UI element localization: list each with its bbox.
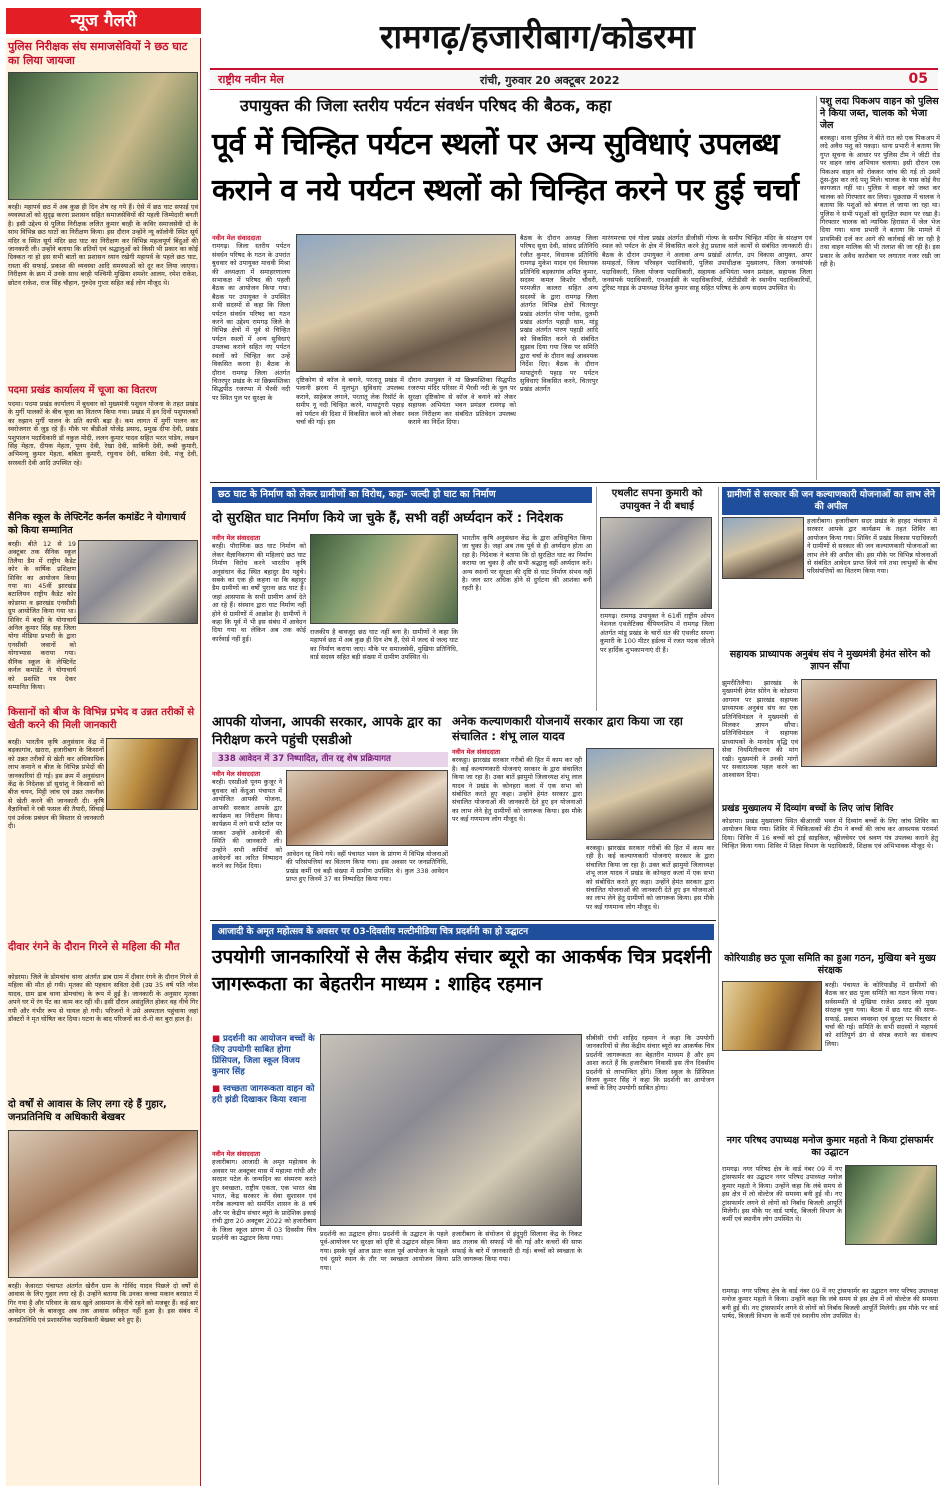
left-headline-6: दो वर्षों से आवास के लिए लगा रहे हैं गुहार, जनप्रतिनिधि व अधिकारी बेखबर	[8, 1099, 167, 1123]
right-column	[718, 487, 940, 1485]
left-headline-4: किसानों को बीज के विभिन्न प्रभेद व उन्नत तरीकों से खेती करने की मिली जानकारी	[8, 707, 195, 731]
sapna-headline: एथलीट सपना कुमारी को उपायुक्त ने दी बधाई	[611, 488, 703, 512]
transformer-body-more: रामगढ़। नगर परिषद क्षेत्र के वार्ड नंबर 09 में नए ट्रांसफार्मर का उद्घाटन नगर परिषद उपाध्यक्ष मनोज कुमार महतो ने किया। उन्होंने कहा कि लंबे समय से इस क्षेत्र में लो वोल्टेज की समस्या बनी हुई थी। नए ट्रांसफार्मर लगने से लोगों को निर्बाध बिजली आपूर्ति मिलेगी। इस मौके पर वार्ड पार्षद, बिजली विभाग के कर्मी एवं स्थानीय लोग उपस्थित थे।	[722, 1287, 938, 1321]
exhibition-body-1	[212, 1150, 316, 1484]
left-headline-2: पदमा प्रखंड कार्यालय में चूजा का वितरण	[8, 385, 157, 396]
news-photo	[8, 1130, 198, 1278]
professor-photo	[801, 679, 937, 767]
byline: नवीन मेल संवाददाता	[212, 234, 261, 242]
right-top-story	[816, 96, 940, 480]
left-column	[6, 38, 201, 1486]
lead-kicker: उपायुक्त की जिला स्तरीय पर्यटन संवर्धन परिषद की बैठक, कहा	[240, 96, 612, 115]
puja-body: बरही। पंचायत के कोरियाडीह में ग्रामीणों की बैठक कर छठ पूजा समिति का गठन किया गया। सर्वसम्मति से मुखिया राजेश प्रसाद को मुख्य संरक्षक चुना गया। बैठक में छठ घाट की साफ-सफाई, प्रकाश व्यवस्था एवं सुरक्षा पर विस्तार से चर्चा की गई। समिति के सभी सदस्यों ने महापर्व को शांतिपूर्ण ढंग से संपन्न कराने का संकल्प लिया।	[825, 981, 937, 1048]
byline: नवीन मेल संवाददाता	[452, 748, 501, 756]
shambhu-body-2: बरकट्ठा। झारखंड सरकार गरीबों की हित में काम कर रही है। कई कल्याणकारी योजनाएं सरकार के द्वारा संचालित किया जा रहा है। उक्त बातें झामुमो जिलाध्यक्ष शंभू लाल यादव ने प्रखंड के कोनहरा कलां में एक सभा को संबोधित करते हुए कहा। उन्होंने हेमंत सरकार द्वारा संचालित योजनाओं की जानकारी देते हुए इन योजनाओं का लाभ लेने हेतु ग्रामीणों को जागरूक किया। इस मौके पर कई गणमान्य लोग मौजूद थे।	[586, 844, 714, 911]
sapna-body: रामगढ़। रामगढ़ उपायुक्त ने 61वीं राष्ट्रीय ओपन नेशनल एथलेटिक्स चैंपियनशिप में रामगढ़ जिला अंतर्गत मांडू प्रखंड के चारों धंत की एथलीट सपना कुमारी के 100 मीटर हर्डल्स में रजत पदक जीतने पर हार्दिक शुभकामनाएं दी हैं।	[600, 612, 714, 654]
paper-name: राष्ट्रीय नवीन मेल	[218, 73, 284, 86]
bullet-item	[212, 1034, 316, 1078]
news-photo	[78, 540, 198, 624]
professor-body: झुमरीतिलैया। झारखंड के मुख्यमंत्री हेमंत सोरेन के कोडरमा आगमन पर झारखंड सहायक प्राध्यापक अनुबंध संघ का एक प्रतिनिधिमंडल ने मुख्यमंत्री से मिलकर ज्ञापन सौंपा। प्रतिनिधिमंडल ने सहायक प्राध्यापकों के मानदेय वृद्धि एवं सेवा नियमितीकरण की मांग रखी। मुख्यमंत्री ने उनकी मांगों पर सकारात्मक पहल करने का आश्वासन दिया।	[722, 679, 798, 780]
meeting-photo	[296, 234, 516, 372]
divider	[210, 920, 716, 921]
adm-body-2: आवेदन रद्द किये गये। वहीं पंचायत भवन के प्रांगण में विभिन्न योजनाओं की परिसंपत्तियां का वितरण किया गया। इस अवसर पर जनप्रतिनिधि, प्रखंड कर्मी एवं बड़ी संख्या में ग्रामीण उपस्थित थे। कुल 338 आवेदन प्राप्त हुए जिनमें 37 का निष्पादित किया गया।	[286, 850, 448, 884]
left-body-4: बरही। भारतीय कृषि अनुसंधान केंद्र में बड़कागांव, खरारा, हजारीबाग के किसानों को उन्नत तरीकों से खेती कर अधिकाधिक लाभ कमाने व बीज के विभिन्न प्रभेदों की जानकारियां दी गई। इस क्रम में अनुसंधान केंद्र के निदेशक डॉ सुधांशु ने किसानों को बीज चयन, मिट्टी जांच एवं उन्नत तकनीक से खेती करने की जानकारी दी। कृषि वैज्ञानिकों ने रबी फसल की तैयारी, सिंचाई एवं उर्वरक प्रबंधन की विस्तार से जानकारी दी।	[8, 738, 104, 831]
chhath-body-2: राजकीय है बावजूद छठ घाट नहीं बना है। ग्रामीणों ने कहा कि महापर्व छठ में अब कुछ ही दिन शेष हैं, ऐसे में जल्द से जल्द घाट का निर्माण कराया जाए। मौके पर समाजसेवी, मुखिया प्रतिनिधि, वार्ड सदस्य सहित बड़ी संख्या में ग्रामीण उपस्थित थे।	[310, 628, 458, 662]
chhath-banner: छठ घाट के निर्माण को लेकर ग्रामीणों का विरोध, कहा- जल्दी हो घाट का निर्माण	[212, 487, 592, 503]
camp-body: कोडरमा। प्रखंड मुख्यालय स्थित बीआरसी भवन में दिव्यांग बच्चों के लिए जांच शिविर का आयोजन किया गया। शिविर में चिकित्सकों की टीम ने बच्चों की जांच कर आवश्यक परामर्श दिया। शिविर में 16 बच्चों को ट्राई साइकिल, व्हीलचेयर एवं श्रवण यंत्र उपलब्ध कराने हेतु चिन्हित किया गया। शिविर में शिक्षा विभाग के पदाधिकारी, शिक्षक एवं अभिभावक मौजूद थे।	[722, 817, 938, 851]
puja-photo	[722, 981, 822, 1051]
welfare-photo	[722, 517, 804, 579]
shambhu-photo	[586, 748, 714, 840]
left-headline-5: दीवार रंगने के दौरान गिरने से महिला की मौत	[8, 941, 180, 953]
bullet-text: प्रदर्शनी का आयोजन बच्चों के लिए उपयोगी साबित होगा प्रिंसिपल, जिला स्कूल विजय कुमार सिंह	[212, 1034, 315, 1077]
bullet-icon: ■	[212, 1034, 223, 1044]
chhath-text-1: बरही। पौराणिक छठ घाट निर्माण को लेकर वैज्ञानिकगण की महिलाएं छठ घाट निर्माण विरोध करने भारतीय कृषि अनुसंधान केंद्र स्थित बहादुर डैम पहुंचे। सबके का एक ही कहना था कि बहादुर डैम ग्रामीणों का वर्षों पुराना छठ घाट है। जहां आसपास के सभी ग्रामीण अर्घ्य देते आ रहे हैं। संस्थान द्वारा घाट निर्माण नहीं होने से ग्रामीणों में आक्रोश है। ग्रामीणों ने कहा कि पूर्व में भी इस संबंध में आवेदन दिया गया था लेकिन अब तक कोई कार्रवाई नहीं हुई।	[212, 542, 306, 643]
byline: नवीन मेल संवाददाता	[212, 534, 261, 542]
chhath-body-3: भारतीय कृषि अनुसंधान केंद्र के द्वारा अधिसूचित किया जा चुका है। जहां अब तक पूर्व से ही अर्घ्यदान होता आ रहा है। निदेशक ने बताया कि दो सुरक्षित घाट का निर्माण कराया जा चुका है और सभी श्रद्धालु वहीं अर्घ्यदान करें। अन्य स्थानों पर सुरक्षा की दृष्टि से घाट निर्माण संभव नहीं है। जल स्तर अधिक होने से दुर्घटना की आशंका बनी रहती है।	[462, 534, 592, 593]
ghat-photo	[310, 534, 458, 624]
adm-subhead: 338 आवेदन में 37 निष्पादित, तीन रद्द शेष प्रक्रियागत	[212, 752, 448, 767]
left-headline-1: पुलिस निरीक्षक संघ समाजसेवियों ने छठ घाट का लिया जायजा	[8, 40, 188, 67]
shambhu-body	[452, 748, 582, 918]
byline: नवीन मेल संवाददाता	[212, 770, 261, 778]
lead-headline: पूर्व में चिन्हित पर्यटन स्थलों पर अन्य सुविधाएं उपलब्ध कराने व नये पर्यटन स्थलों को चिन्हित करने पर हुई चर्चा	[212, 127, 799, 208]
exhibition-body-3: हजारीबाग के संयोजन से इंदुपुरी सिलाना केंद्र के निकट छठ तालाब की सफाई भी की गई और कचरों की साफ सफाई के बारे में जानकारी दी गई। बच्चों को स्वच्छता के प्रति जागरूक किया गया।	[452, 1230, 582, 1264]
transformer-photo	[845, 1165, 937, 1245]
sapna-story	[596, 487, 714, 711]
welfare-headline: ग्रामीणों से सरकार की जन कल्याणकारी योजनाओं का लाभ लेने की अपील	[722, 487, 940, 515]
left-body-6: बरही। केवारटा पंचायत अंतर्गत खेरौन ग्राम के गोविंद यादव पिछले दो वर्षों से आवास के लिए गुहार लगा रहे हैं। उन्होंने बताया कि उनका कच्चा मकान बरसात में गिर गया है और परिवार के साथ खुले आसमान के नीचे रहने को मजबूर हैं। कई बार आवेदन देने के बावजूद अब तक आवास स्वीकृत नहीं हुआ है। इस संबंध में जनप्रतिनिधि एवं प्रशासनिक पदाधिकारी बेखबर बने हुए हैं।	[8, 1282, 198, 1324]
right-top-headline: पशु लदा पिकअप वाहन को पुलिस ने किया जब्त, चालक को भेजा जेल	[820, 96, 939, 131]
left-headline-3: सैनिक स्कूल के लेफ्टिनेंट कर्नल कमांडेंट ने योगाचार्य को किया सम्मानित	[8, 512, 186, 536]
athlete-photo	[600, 517, 712, 609]
camp-headline: प्रखंड मुख्यालय में दिव्यांग बच्चों के लिए जांच शिविर	[722, 804, 894, 814]
transformer-body: रामगढ़। नगर परिषद क्षेत्र के वार्ड नंबर 09 में नए ट्रांसफार्मर का उद्घाटन नगर परिषद उपाध्यक्ष मनोज कुमार महतो ने किया। उन्होंने कहा कि लंबे समय से इस क्षेत्र में लो वोल्टेज की समस्या बनी हुई थी। नए ट्रांसफार्मर लगने से लोगों को निर्बाध बिजली आपूर्ति मिलेगी। इस मौके पर वार्ड पार्षद, बिजली विभाग के कर्मी एवं स्थानीय लोग उपस्थित थे।	[722, 1165, 842, 1224]
page-number: 05	[908, 71, 928, 87]
bullet-item	[212, 1084, 316, 1106]
left-body-2: पदमा। पदमा प्रखंड कार्यालय में बुधवार को मुख्यमंत्री पशुधन योजना के तहत प्रखंड के मुर्गी पालकों के बीच चूजा का वितरण किया गया। प्रखंड में इन दिनों पशुपालकों का रुझान मुर्गी पालन के प्रति काफी बढ़ा है। कम लागत में मुर्गी पालन कर स्वरोजगार से जुड़ रहे हैं। मौके पर बीडीओ योजेंद्र प्रसाद, प्रमुख दीपा देवी, प्रखंड पशुपालन पदाधिकारी डॉ नकुल मोदी, ललन कुमार यादव सहित भरत पांडेय, लखन सिंह मेहता, दीपक मेहता, पूनम देवी, रेखा देवी, साबिनी देवी, रूबी कुमारी, अभिमन्यु कुमार मेहता, बबिता कुमारी, रघुनाथ देवी, सबिता देवी, मंजू देवी, सरस्वती देवी आदि उपस्थित रहे।	[8, 400, 198, 467]
lead-body-4: बैठक के दौरान अध्यक्ष जिला परिषद सुधा देवी, सांसद प्रतिनिधि रंजीत कुमार, विधायक प्रतिनिधि रामगढ़ मुकेश यादव एवं विधायक प्रतिनिधि बड़कागांव अमित कुमार, सदस्य कमल किशोर चौधरी, परमजीत कालरा सहित अन्य सदस्यों के द्वारा रामगढ़ जिला अंतर्गत विभिन्न क्षेत्रों चितरपुर प्रखंड अंतर्गत पोना परोस, दुलमी प्रखंड अंतर्गत पहाड़ी धाम, मांडू प्रखंड अंतर्गत पारण पहाड़ी आदि को विकसित करने से संबंधित सुझाव दिया गया जिस पर समिति द्वारा चर्चा के दौरान कई आवश्यक निर्देश दिए। बैठक के दौरान मायाटुंगरी पहाड़ पर पर्यटन सुविधाएं विकसित करने, चितरपुर प्रखंड अंतर्गत	[520, 234, 598, 394]
lead-body-5: मारंगमरचा एवं गोला प्रखंड अंतर्गत डीजीसी गोल्फ के समीप चिन्हित मंदिर के संरक्षण एवं स्थल को पर्यटन के क्षेत्र में विकसित करने हेतु प्रस्ताव वाले कार्यों से संबंधित जानकारी दी। बैठक के दौरान उपायुक्त ने अलावा अन्य प्रखंडों अंतर्गत, उप विकास आयुक्त, अपर समाहर्ता, जिला परिवहन पदाधिकारी, पुलिस उपाधीक्षक मुख्यालय, जिला जनसंपर्क पदाधिकारी, जिला योजना पदाधिकारी, सहायक अभियंता भवन प्रमंडल, सहायक जिला जनसंपर्क पदाधिकारी, एनआईसी के पदाधिकारियों, जेटीडीसी के स्थानीय पदाधिकारियों, टूरिस्ट गाइड के उपाध्यक्ष दिनेश कुमार साहू सहित परिषद के अन्य सदस्य उपस्थित थे।	[602, 234, 812, 293]
section-label: न्यूज गैलरी	[6, 8, 201, 34]
exhibition-photo	[320, 1034, 582, 1226]
chhath-body-1	[212, 534, 306, 710]
exhibition-text-1: हजारीबाग। आजादी के अमृत महोत्सव के अवसर पर अक्टूबर मास में महात्मा गांधी और सरदार पटेल के जन्मदिन का संस्मरण करते हुए स्वच्छता, राष्ट्रीय एकता, एक भारत श्रेष्ठ भारत, केंद्र सरकार के सेवा सुशासन एवं गरीब कल्याण को समर्पित शासन के 8 वर्ष और पर केंद्रीय संचार ब्यूरो के प्रादेशिक इकाई रांची द्वारा 20 अक्टूबर 2022 को हजारीबाग के जिला स्कूल प्रांगण में 03 दिवसीय चित्र प्रदर्शनी का उद्घाटन किया गया।	[212, 1158, 316, 1243]
header-bar	[210, 68, 938, 90]
puja-headline: कोरियाडीह छठ पूजा समिति का हुआ गठन, मुखिया बने मुख्य संरक्षक	[724, 953, 936, 976]
exhibition-headline: उपयोगी जानकारियों से लैस केंद्रीय संचार ब्यूरो का आकर्षक चित्र प्रदर्शनी जागरूकता का बेहतरीन माध्यम : शाहिद रहमान	[212, 946, 712, 995]
adm-photo	[286, 770, 448, 846]
left-body-5: कोडरमा। जिले के डोमचांच थाना अंतर्गत ढाब ग्राम में दीवार रंगने के दौरान गिरने से महिला की मौत हो गयी। मृतका की पहचान सविता देवी (उम्र 35 वर्ष पति नरेश यादव, ग्राम ढाब थाना डोमचांच) के रूप में हुई है। जानकारी के अनुसार मृतका अपने घर में रंग पेंट का काम कर रही थी। इसी दौरान असंतुलित होकर वह नीचे गिर गयी और गंभीर रूप से घायल हो गयी। परिजनों ने उसे अस्पताल पहुंचाया जहां डॉक्टरों ने मृत घोषित कर दिया। घटना के बाद परिजनों का रो-रो कर बुरा हाल है।	[8, 973, 198, 1024]
news-photo	[8, 72, 198, 200]
exhibition-banner: आजादी के अमृत महोत्सव के अवसर पर 03-दिवसीय मल्टीमीडिया चित्र प्रदर्शनी का हो उद्घाटन	[212, 924, 714, 940]
bullet-icon: ■	[212, 1084, 223, 1094]
left-body-1: बरही। महापर्व छठ में अब कुछ ही दिन शेष रह गये हैं। ऐसे में छठ घाट सफाई एवं व्यवस्थाओं को सुदृढ़ करना प्रशासन सहित समाजसेवियों की पहली जिम्मेदारी बनती है। इसी उद्देश्य से पुलिस निरीक्षक ललित कुमार बरही के कविर समाजसेवी दो के साथ विभिन्न छठ घाटों का निरीक्षण किया। इस दौरान उन्होंने न्यू कॉलोनी स्थित सूर्य मंदिर व स्थित सूर्य मंदिर छठ घाट का निरीक्षण कर विभिन्न महत्वपूर्ण बिंदुओं की जानकारी ली। उन्होंने बताया कि व्रतियों एवं श्रद्धालुओं को किसी भी प्रकार का कोई दिक्कत ना हो इस सभी बातों का प्रशासन ध्यान रखेगी महापर्व के पहले छठ घाट, रास्ता की सफाई, प्रकाश की व्यवस्था आदि समस्याओं को दूर कर लिया जाएगा। निरीक्षण के क्रम में उनके साथ बरही पश्चिमी मुखिया शमशेर आलम, रमेश राकेश, छोटन राकेश, राज सिंह चौहान, गुरुदेव गुप्ता सहित कई लोग मौजूद थे।	[8, 203, 198, 287]
edition-title: रामगढ़/हजारीबाग/कोडरमा	[380, 17, 695, 56]
lead-body-3: दौरान उपायुक्त ने मां छिन्नमस्तिका सिद्धपीठ रजरप्पा मंदिर परिसर में भैरवी नदी के पुल पर सुरक्षा दृष्टिकोण से कॉज वे बनाने को लेकर सहायक अभियंता भवन प्रमंडल रामगढ़ को स्थल निरीक्षण कर संबंधित प्रतिवेदन उपलब्ध कराने का निर्देश दिया।	[408, 376, 516, 427]
professor-headline: सहायक प्राध्यापक अनुबंध संघ ने मुख्यमंत्री हेमंत सोरेन को ज्ञापन सौंपा	[729, 649, 931, 672]
chhath-headline: दो सुरक्षित घाट निर्माण किये जा चुके हैं, सभी वहीं अर्घ्यदान करें : निदेशक	[212, 511, 563, 526]
exhibition-body-2: प्रदर्शनी का उद्घाटन होगा। प्रदर्शनी के उद्घाटन के पहले पूर्व-आयोजन पर सुरक्षा को दृष्टि से उद्घाटन सोहम किया गया। इसके पूर्व आज प्रातः काल पूर्व आयोजन के पहले एवं दूसरे स्थान के तौर पर स्वच्छता आयोजन किया गया।	[320, 1230, 448, 1272]
byline: नवीन मेल संवाददाता	[212, 1150, 261, 1158]
news-photo	[106, 738, 198, 810]
adm-body-1	[212, 770, 282, 918]
lead-body-1	[212, 234, 290, 479]
welfare-body: हजारीबाग। हजारीबाग सदर प्रखंड के हरहद पंचायत में सरकार आपके द्वार कार्यक्रम के तहत शिविर का आयोजन किया गया। शिविर में प्रखंड विकास पदाधिकारी ने ग्रामीणों से सरकार की जन कल्याणकारी योजनाओं का लाभ लेने की अपील की। इस मौके पर विभिन्न योजनाओं से संबंधित आवेदन प्राप्त किये गये तथा लाभुकों के बीच परिसंपत्तियों का वितरण किया गया।	[807, 517, 937, 576]
transformer-headline: नगर परिषद उपाध्यक्ष मनोज कुमार महतो ने किया ट्रांसफार्मर का उद्घाटन	[726, 1135, 934, 1158]
adm-text-1: बरही। एसडीओ पूनम कुजूर ने बुधवार को केंदुआ पंचायत में आयोजित आपकी योजना, आपकी सरकार आपके द्वार कार्यक्रम का निरीक्षण किया। कार्यक्रम में लगे सभी स्टॉल पर जाकर उन्होंने आवेदनों की स्थिति की जानकारी ली। उन्होंने सभी कर्मियों को आवेदनों का त्वरित निष्पादन करने का निर्देश दिया।	[212, 778, 282, 871]
right-top-body: बरकट्ठा। थाना पुलिस ने बीते रात को एक पिकअप में लदे अवैध पशु को पकड़ा। थाना प्रभारी ने बताया कि गुप्त सूचना के आधार पर पुलिस टीम ने जीटी रोड पर वाहन जांच अभियान चलाया। इसी दौरान एक पिकअप वाहन को रोककर जांच की गई तो उसमें ठूंस-ठूंस कर लदे पशु मिले। चालक के पास कोई वैध कागजात नहीं था। पुलिस ने वाहन को जब्त कर चालक को गिरफ्तार कर लिया। पूछताछ में चालक ने बताया कि पशुओं को बंगाल ले जाया जा रहा था। पुलिस ने सभी पशुओं को सुरक्षित स्थान पर रखा है। गिरफ्तार चालक को न्यायिक हिरासत में जेल भेज दिया गया। थाना प्रभारी ने बताया कि मामले में प्राथमिकी दर्ज कर आगे की कार्रवाई की जा रही है तथा वाहन मालिक की भी तलाश की जा रही है। इस प्रकार के अवैध कारोबार पर लगातार नजर रखी जा रही है।	[820, 134, 940, 269]
exhibition-bullets	[212, 1034, 316, 1146]
shambhu-headline: अनेक कल्याणकारी योजनायें सरकार द्वारा किया जा रहा संचालित : शंभू लाल यादव	[452, 714, 683, 743]
dateline: रांची, गुरुवार 20 अक्टूबर 2022	[480, 74, 620, 87]
shambhu-text: बरकट्ठा। झारखंड सरकार गरीबों की हित में काम कर रही है। कई कल्याणकारी योजनाएं सरकार के द्वारा संचालित किया जा रहा है। उक्त बातें झामुमो जिलाध्यक्ष शंभू लाल यादव ने प्रखंड के कोनहरा कलां में एक सभा को संबोधित करते हुए कहा। उन्होंने हेमंत सरकार द्वारा संचालित योजनाओं की जानकारी देते हुए इन योजनाओं का लाभ लेने हेतु ग्रामीणों को जागरूक किया। इस मौके पर कई गणमान्य लोग मौजूद थे।	[452, 756, 582, 824]
left-body-3b	[8, 626, 198, 682]
exhibition-body-4: सीबीसी रांची शाहिद रहमान ने कहा कि उपयोगी जानकारियों से लैस केंद्रीय संचार ब्यूरो का आकर्षक चित्र प्रदर्शनी जागरूकता का बेहतरीन माध्यम है और हम आशा करते हैं कि हजारीबाग निवासी इस तीन दिवसीय प्रदर्शनी से लाभान्वित होंगे। जिला स्कूल के प्रिंसिपल विजय कुमार सिंह ने कहा कि प्रदर्शनी का आयोजन बच्चों के लिए उपयोगी साबित होगा।	[586, 1034, 714, 1093]
left-body-3: बरही। बीते 12 से 19 अक्टूबर तक सैनिक स्कूल तिलैया डैम में राष्ट्रीय कैडेट कोर के वार्षिक प्रशिक्षण शिविर का आयोजन किया गया था। 45वीं झारखंड बटालियन राष्ट्रीय कैडेट कोर कोडरमा व झारखंड एनसीसी ग्रुप आयोजित किया गया था। शिविर में बरही के योगाचार्य अनिल कुमार सिंह सह जिला योगा मीडिया प्रभारी के द्वारा एनसीसी जवानों को योगाभ्यास कराया गया। सैनिक स्कूल के लेफ्टिनेंट कर्नल कमांडेंट ने योगाचार्य को प्रशस्ति पत्र देकर सम्मानित किया।	[8, 540, 76, 691]
bullet-text: स्वच्छता जागरूकता वाहन को हरी झंडी दिखाकर किया रवाना	[212, 1084, 315, 1105]
divider	[210, 482, 940, 483]
adm-headline: आपकी योजना, आपकी सरकार, आपके द्वार का निरीक्षण करने पहुंची एसडीओ	[212, 715, 442, 748]
lead-body-2: दृष्टिकोण से कॉज वे बनाने, परतातू प्रखंड में पलानी झरना में मूलभूत सुविधाएं उपलब्ध कराने, साहेबज लगाने, परतातू लेक रिसॉर्ट के समीप नू नदी चिन्हित करने, मायाटुंगरी पहाड़ को पर्यटन की दिशा में विकसित करने को लेकर चर्चा की गई। इस	[296, 376, 404, 427]
lead-text-1: रामगढ़। जिला स्तरीय पर्यटन संवर्धन परिषद के गठन के उपरांत बुधवार को उपायुक्त माधवी मिश्रा की अध्यक्षता में समाहरणालय सभाकक्ष में परिषद की पहली बैठक का आयोजन किया गया। बैठक पर उपायुक्त ने उपस्थित सभी सदस्यों से कहा कि जिला पर्यटन संवर्धन परिषद का गठन करने का उद्देश्य रामगढ़ जिले के विभिन्न क्षेत्रों में पूर्व से चिन्हित पर्यटन स्थलों में अन्य सुविधाएं उपलब्ध कराने सहित नए पर्यटन स्थलों को चिन्हित कर उन्हें विकसित करना है। बैठक के दौरान रामगढ़ जिला अंतर्गत चितरपुर प्रखंड के मां छिन्नमस्तिका सिद्धपीठ रजरप्पा में भैरवी नदी पर स्थित पुल पर सुरक्षा के	[212, 242, 290, 402]
